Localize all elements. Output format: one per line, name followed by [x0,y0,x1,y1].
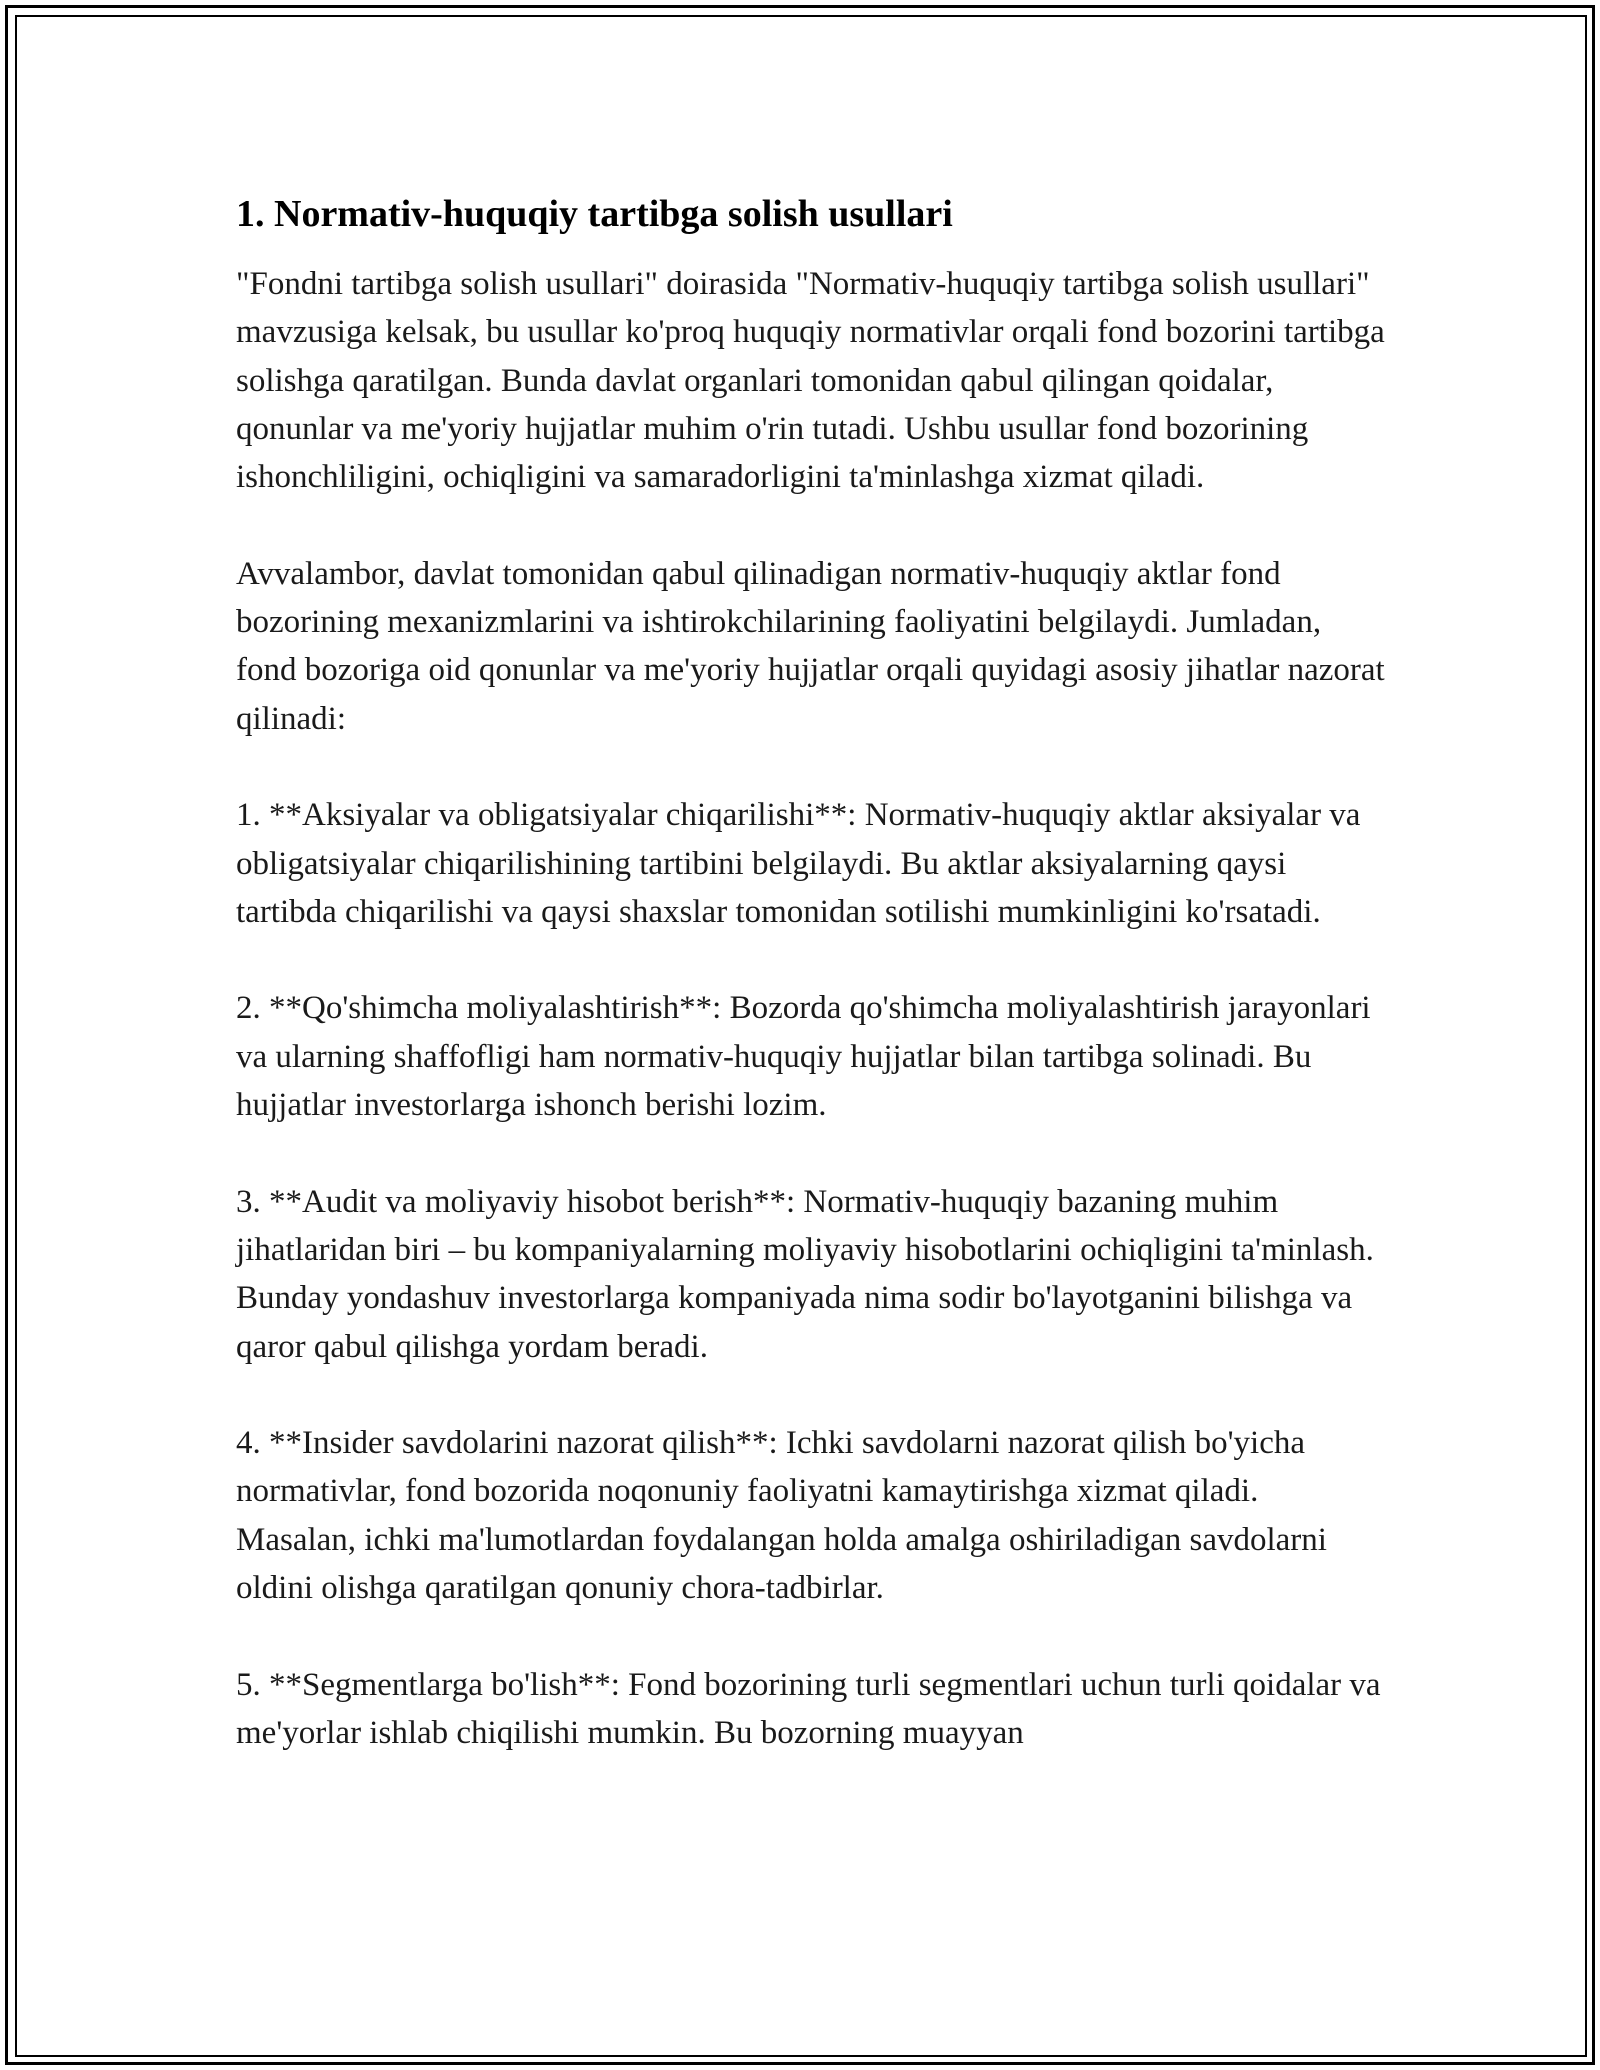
paragraph-intro: "Fondni tartibga solish usullari" doirasida "Normativ-huquqiy tartibga solish usullari" mavzusiga kelsak, bu usullar ko'proq huquqiy normativlar orqali fond bozorini tartibga solishga qaratilgan. Bunda davlat organlari tomonidan qabul qilingan qoidalar, qonunlar va me'yoriy hujjatlar muhim o'rin tutadi. Ushbu usullar fond bozorining ishonchliligini, ochiqligini va samaradorligini ta'minlashga xizmat qiladi. [236,266,1385,496]
list-item-3: 3. **Audit va moliyaviy hisobot berish**: Normativ-huquqiy bazaning muhim jihatlaridan biri – bu kompaniyalarning moliyaviy hisobotlarini ochiqligini ta'minlash. Bunday yondashuv investorlarga kompaniyada nima sodir bo'layotganini bilishga va qaror qabul qilishga yordam beradi. [236,1183,1374,1365]
document-page [236,188,1386,1806]
paragraph-overview: Avvalambor, davlat tomonidan qabul qilinadigan normativ-huquqiy aktlar fond bozorining mexanizmlarini va ishtirokchilarining faoliyatini belgilaydi. Jumladan, fond bozoriga oid qonunlar va me'yoriy hujjatlar orqali quyidagi asosiy jihatlar nazorat qilinadi: [236,555,1385,737]
list-item-5: 5. **Segmentlarga bo'lish**: Fond bozorining turli segmentlari uchun turli qoidalar va me'yorlar ishlab chiqilishi mumkin. Bu bozorning muayyan [236,1666,1381,1751]
list-item-2: 2. **Qo'shimcha moliyalashtirish**: Bozorda qo'shimcha moliyalashtirish jarayonlari va ularning shaffofligi ham normativ-huquqiy hujjatlar bilan tartibga solinadi. Bu hujjatlar investorlarga ishonch berishi lozim. [236,990,1371,1124]
section-heading: 1. Normativ-huquqiy tartibga solish usullari [236,193,953,235]
list-item-1: 1. **Aksiyalar va obligatsiyalar chiqarilishi**: Normativ-huquqiy aktlar aksiyalar va obligatsiyalar chiqarilishining tartibini belgilaydi. Bu aktlar aksiyalarning qaysi tartibda chiqarilishi va qaysi shaxslar tomonidan sotilishi mumkinligini ko'rsatadi. [236,797,1361,930]
list-item-4: 4. **Insider savdolarini nazorat qilish**: Ichki savdolarni nazorat qilish bo'yicha normativlar, fond bozorida noqonuniy faoliyatni kamaytirishga xizmat qiladi. Masalan, ichki ma'lumotlardan foydalangan holda amalga oshiriladigan savdolarni oldini olishga qaratilgan qonuniy chora-tadbirlar. [236,1425,1327,1607]
